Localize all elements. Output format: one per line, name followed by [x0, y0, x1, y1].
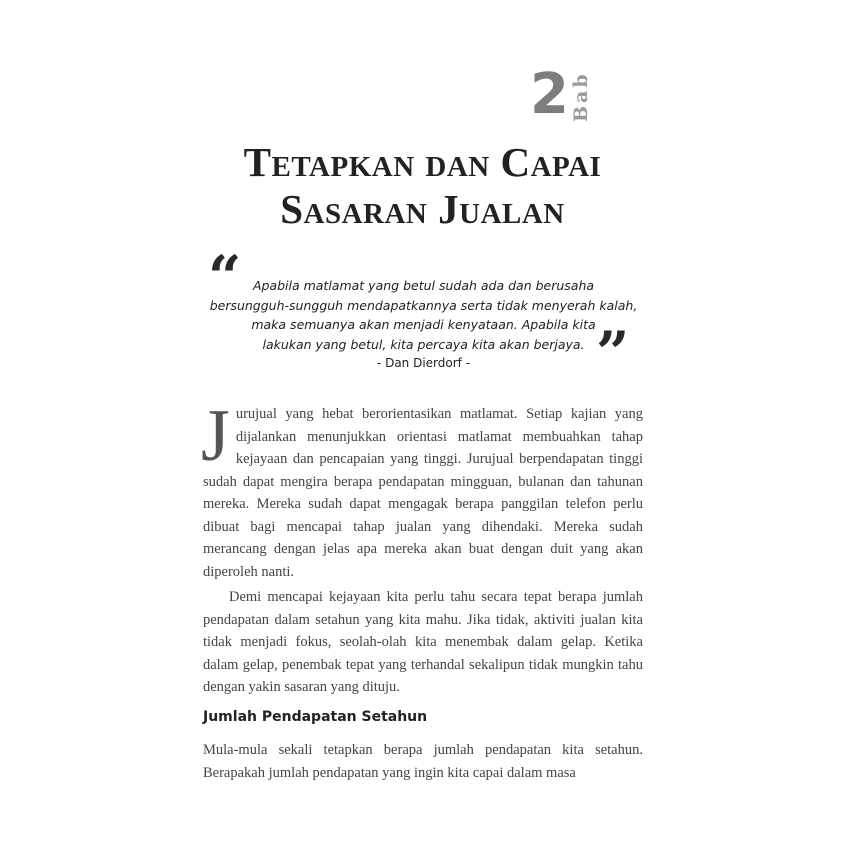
- epigraph-quote: [200, 276, 647, 374]
- quote-line: maka semuanya akan menjadi kenyataan. Apabila kita: [251, 317, 596, 332]
- close-quote-icon: ”: [596, 319, 630, 387]
- section-heading: Jumlah Pendapatan Setahun: [203, 709, 428, 725]
- quote-line: Apabila matlamat yang betul sudah ada dan berusaha: [252, 278, 595, 293]
- body-paragraph-1: [201, 395, 643, 583]
- quote-author: - Dan Dierdorf -: [376, 356, 471, 370]
- chapter-title-line-1: Tetapkan dan Capai: [243, 139, 602, 185]
- quote-line: lakukan yang betul, kita percaya kita akan berjaya.: [262, 336, 585, 352]
- paragraph-text: urujual yang hebat berorientasikan matlamat. Setiap kajian yang dijalankan menunjukkan orientasi matlamat membuahkan tahap kejayaan dan pencapaian yang tinggi. Jurujual berpendapatan tinggi sudah dapat mengira berapa pendapatan mingguan, bulanan dan tahunan mereka. Mereka sudah dapat mengagak berapa panggilan telefon perlu dibuat bagi mencapai tahap jualan yang dihendaki. Mereka sudah merancang dengan jelas apa mereka akan buat dengan duit yang akan diperoleh nanti.: [203, 406, 643, 580]
- open-quote-icon: “: [208, 243, 242, 311]
- chapter-title-line-2: Sasaran Jualan: [280, 186, 565, 232]
- body-paragraph-3: Mula-mula sekali tetapkan berapa jumlah pendapatan kita setahun. Berapakah jumlah pendapatan yang ingin kita capai dalam masa: [203, 742, 643, 781]
- chapter-mark: [530, 62, 600, 128]
- chapter-number: 2: [530, 62, 569, 127]
- chapter-label: Bab: [570, 71, 592, 122]
- drop-cap: J: [201, 395, 230, 477]
- quote-line: bersungguh-sungguh mendapatkannya serta tidak menyerah kalah,: [209, 297, 638, 313]
- body-paragraph-2: Demi mencapai kejayaan kita perlu tahu secara tepat berapa jumlah pendapatan dalam setahun yang kita mahu. Jika tidak, aktiviti jualan kita tidak menjadi fokus, seolah-olah kita menembak dalam gelap. Ketika dalam gelap, penembak tepat yang terhandal sekalipun tidak mungkin tahu dengan yakin sasaran yang dituju.: [203, 589, 643, 695]
